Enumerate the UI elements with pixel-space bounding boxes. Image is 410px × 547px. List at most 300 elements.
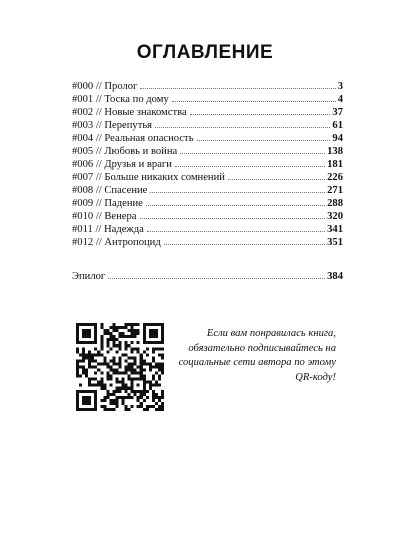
qr-module: [134, 390, 137, 393]
toc-entry-page: 138: [327, 146, 343, 157]
qr-module: [76, 350, 79, 353]
qr-module: [128, 335, 131, 338]
qr-module: [115, 372, 118, 375]
qr-module: [140, 365, 143, 368]
qr-module: [137, 329, 140, 332]
qr-module: [137, 378, 140, 381]
qr-module: [131, 362, 134, 365]
qr-module: [88, 402, 91, 405]
qr-module: [76, 390, 79, 393]
qr-module: [94, 365, 97, 368]
qr-module: [100, 381, 103, 384]
qr-module: [158, 405, 161, 408]
qr-module: [118, 390, 121, 393]
qr-module: [140, 369, 143, 372]
toc-entry-label: #007 // Больше никаких сомнений: [72, 172, 225, 183]
qr-module: [131, 326, 134, 329]
qr-module: [152, 396, 155, 399]
qr-module: [106, 362, 109, 365]
toc-entry[interactable]: [72, 184, 343, 197]
qr-module: [100, 338, 103, 341]
qr-module: [128, 396, 131, 399]
qr-module: [115, 369, 118, 372]
qr-module: [125, 344, 128, 347]
qr-module: [76, 369, 79, 372]
qr-module: [125, 369, 128, 372]
toc-entry-page: 271: [327, 185, 343, 196]
qr-module: [85, 323, 88, 326]
qr-module: [103, 399, 106, 402]
qr-module: [155, 396, 158, 399]
qr-module: [112, 390, 115, 393]
qr-module: [137, 399, 140, 402]
qr-module: [128, 362, 131, 365]
qr-module: [161, 323, 164, 326]
toc-entry[interactable]: [72, 171, 343, 184]
qr-module: [106, 341, 109, 344]
qr-module: [131, 390, 134, 393]
qr-module: [137, 405, 140, 408]
qr-module: [79, 384, 82, 387]
toc-entry-epilogue[interactable]: [72, 270, 343, 283]
dot-leader: [164, 243, 325, 245]
qr-module: [91, 323, 94, 326]
dot-leader: [147, 230, 325, 232]
qr-module: [79, 323, 82, 326]
toc-entry-page: 351: [327, 237, 343, 248]
qr-module: [128, 369, 131, 372]
qr-module: [109, 347, 112, 350]
qr-module: [115, 387, 118, 390]
qr-module: [88, 359, 91, 362]
qr-module: [94, 332, 97, 335]
qr-module: [118, 359, 121, 362]
qr-module: [128, 344, 131, 347]
qr-module: [85, 372, 88, 375]
qr-module: [103, 408, 106, 411]
qr-module: [122, 353, 125, 356]
qr-module: [82, 356, 85, 359]
qr-module: [115, 362, 118, 365]
qr-module: [79, 359, 82, 362]
qr-module: [137, 350, 140, 353]
qr-module: [125, 353, 128, 356]
qr-module: [82, 365, 85, 368]
qr-module: [112, 335, 115, 338]
qr-module: [140, 372, 143, 375]
qr-module: [100, 372, 103, 375]
toc-entry-label: #002 // Новые знакомства: [72, 107, 187, 118]
qr-module: [125, 335, 128, 338]
qr-module: [109, 338, 112, 341]
qr-module: [109, 402, 112, 405]
qr-module: [85, 390, 88, 393]
toc-entry[interactable]: [72, 106, 343, 119]
qr-module: [146, 408, 149, 411]
toc-entry-page: 288: [327, 198, 343, 209]
toc-entry[interactable]: [72, 80, 343, 93]
qr-module: [94, 323, 97, 326]
qr-module: [106, 390, 109, 393]
qr-module: [103, 396, 106, 399]
toc-entry-page: 341: [327, 224, 343, 235]
qr-module: [91, 356, 94, 359]
toc-entry[interactable]: [72, 223, 343, 236]
qr-module: [82, 408, 85, 411]
toc-entry-label: #010 // Венера: [72, 211, 137, 222]
subscribe-note: [146, 327, 336, 385]
qr-module: [122, 399, 125, 402]
toc-title: ОГЛАВЛЕНИЕ: [136, 42, 274, 63]
qr-module: [131, 350, 134, 353]
dot-leader: [108, 277, 325, 279]
qr-module: [112, 341, 115, 344]
qr-module: [122, 332, 125, 335]
qr-module: [103, 356, 106, 359]
qr-module: [76, 335, 79, 338]
qr-module: [88, 335, 91, 338]
qr-module: [128, 387, 131, 390]
qr-module: [134, 347, 137, 350]
qr-module: [109, 332, 112, 335]
qr-module: [140, 402, 143, 405]
qr-module: [115, 402, 118, 405]
qr-module: [122, 396, 125, 399]
qr-module: [91, 353, 94, 356]
qr-module: [112, 359, 115, 362]
qr-module: [106, 329, 109, 332]
qr-module: [94, 329, 97, 332]
toc-entry[interactable]: [72, 132, 343, 145]
qr-module: [128, 378, 131, 381]
qr-module: [94, 326, 97, 329]
dot-leader: [140, 87, 335, 89]
qr-module: [100, 335, 103, 338]
qr-module: [100, 323, 103, 326]
qr-module: [82, 402, 85, 405]
qr-module: [106, 408, 109, 411]
qr-module: [85, 335, 88, 338]
qr-module: [103, 329, 106, 332]
qr-module: [128, 375, 131, 378]
qr-module: [88, 353, 91, 356]
qr-module: [137, 323, 140, 326]
qr-module: [112, 399, 115, 402]
qr-module: [115, 350, 118, 353]
qr-module: [125, 326, 128, 329]
qr-module: [125, 405, 128, 408]
qr-module: [100, 347, 103, 350]
qr-module: [131, 341, 134, 344]
toc-entry[interactable]: [72, 197, 343, 210]
qr-module: [88, 356, 91, 359]
qr-module: [82, 399, 85, 402]
qr-module: [118, 372, 121, 375]
qr-module: [155, 408, 158, 411]
qr-module: [76, 338, 79, 341]
qr-module: [128, 393, 131, 396]
qr-module: [76, 326, 79, 329]
qr-module: [112, 372, 115, 375]
qr-module: [100, 353, 103, 356]
qr-module: [152, 390, 155, 393]
qr-module: [76, 359, 79, 362]
dot-leader: [155, 126, 330, 128]
toc-entry-label: #001 // Тоска по дому: [72, 94, 169, 105]
qr-module: [109, 375, 112, 378]
toc-entry-page: 320: [327, 211, 343, 222]
qr-module: [79, 390, 82, 393]
qr-module: [118, 365, 121, 368]
toc-entry[interactable]: [72, 93, 343, 106]
dot-leader: [228, 178, 325, 180]
qr-module: [128, 356, 131, 359]
qr-module: [94, 347, 97, 350]
qr-module: [109, 365, 112, 368]
qr-module: [118, 356, 121, 359]
toc-spacer: [72, 249, 343, 270]
qr-module: [118, 347, 121, 350]
qr-module: [125, 323, 128, 326]
qr-module: [76, 399, 79, 402]
qr-module: [146, 323, 149, 326]
qr-module: [128, 323, 131, 326]
qr-module: [115, 405, 118, 408]
qr-module: [94, 396, 97, 399]
qr-module: [118, 362, 121, 365]
qr-module: [91, 359, 94, 362]
qr-module: [122, 326, 125, 329]
qr-module: [143, 390, 146, 393]
qr-module: [140, 362, 143, 365]
qr-module: [88, 384, 91, 387]
dot-leader: [140, 217, 326, 219]
qr-module: [79, 408, 82, 411]
qr-module: [103, 405, 106, 408]
qr-module: [100, 362, 103, 365]
qr-module: [131, 384, 134, 387]
qr-module: [131, 332, 134, 335]
qr-module: [106, 365, 109, 368]
note-line: Если вам понравилась книга,: [206, 328, 336, 339]
qr-module: [106, 396, 109, 399]
qr-module: [112, 408, 115, 411]
qr-module: [125, 408, 128, 411]
qr-module: [91, 408, 94, 411]
qr-module: [115, 381, 118, 384]
qr-module: [158, 323, 161, 326]
qr-module: [137, 347, 140, 350]
qr-module: [161, 390, 164, 393]
qr-module: [88, 378, 91, 381]
qr-module: [100, 341, 103, 344]
qr-module: [122, 402, 125, 405]
qr-module: [131, 329, 134, 332]
qr-module: [109, 378, 112, 381]
qr-module: [131, 381, 134, 384]
qr-module: [76, 362, 79, 365]
qr-module: [140, 390, 143, 393]
qr-module: [94, 338, 97, 341]
qr-module: [155, 323, 158, 326]
toc-entry-page: 3: [337, 81, 343, 92]
qr-module: [85, 329, 88, 332]
qr-module: [140, 353, 143, 356]
qr-module: [122, 384, 125, 387]
qr-module: [152, 323, 155, 326]
toc-entry-page: 61: [332, 120, 343, 131]
qr-module: [115, 396, 118, 399]
qr-module: [152, 405, 155, 408]
qr-module: [146, 396, 149, 399]
qr-module: [143, 399, 146, 402]
qr-module: [118, 344, 121, 347]
qr-module: [109, 393, 112, 396]
qr-module: [85, 375, 88, 378]
qr-module: [125, 359, 128, 362]
qr-module: [106, 378, 109, 381]
toc-entry-label: #012 // Антропоцид: [72, 237, 161, 248]
qr-module: [143, 408, 146, 411]
qr-module: [82, 350, 85, 353]
qr-module: [112, 393, 115, 396]
qr-module: [91, 365, 94, 368]
toc-entry-label: #003 // Перепутья: [72, 120, 153, 131]
qr-module: [94, 378, 97, 381]
qr-module: [82, 341, 85, 344]
qr-module: [131, 347, 134, 350]
qr-module: [118, 387, 121, 390]
qr-module: [131, 323, 134, 326]
qr-module: [140, 359, 143, 362]
toc-entry-label: #006 // Друзья и враги: [72, 159, 172, 170]
qr-module: [100, 384, 103, 387]
qr-module: [137, 384, 140, 387]
qr-module: [94, 341, 97, 344]
qr-module: [76, 323, 79, 326]
dot-leader: [175, 165, 325, 167]
qr-module: [76, 347, 79, 350]
qr-module: [97, 381, 100, 384]
qr-module: [131, 405, 134, 408]
qr-module: [100, 399, 103, 402]
qr-module: [149, 387, 152, 390]
qr-module: [85, 402, 88, 405]
qr-module: [85, 408, 88, 411]
qr-module: [161, 396, 164, 399]
qr-module: [134, 323, 137, 326]
qr-module: [94, 335, 97, 338]
dot-leader: [150, 191, 325, 193]
dot-leader: [172, 100, 336, 102]
qr-module: [134, 369, 137, 372]
qr-module: [88, 399, 91, 402]
qr-module: [149, 405, 152, 408]
qr-module: [88, 365, 91, 368]
qr-module: [155, 393, 158, 396]
qr-module: [115, 390, 118, 393]
qr-module: [131, 378, 134, 381]
qr-module: [88, 350, 91, 353]
qr-module: [134, 372, 137, 375]
qr-module: [103, 384, 106, 387]
qr-module: [134, 362, 137, 365]
qr-module: [88, 396, 91, 399]
qr-module: [122, 378, 125, 381]
qr-module: [118, 341, 121, 344]
toc-entry-page: 94: [332, 133, 343, 144]
qr-module: [88, 390, 91, 393]
qr-module: [152, 393, 155, 396]
note-line: QR-коду!: [295, 371, 336, 383]
note-line: социальные сети автора по этому: [178, 357, 336, 368]
qr-module: [88, 381, 91, 384]
qr-module: [97, 362, 100, 365]
qr-module: [103, 387, 106, 390]
qr-module: [140, 375, 143, 378]
qr-module: [94, 399, 97, 402]
qr-module: [94, 372, 97, 375]
qr-module: [118, 335, 121, 338]
qr-module: [88, 341, 91, 344]
toc-entry[interactable]: [72, 158, 343, 171]
qr-module: [82, 323, 85, 326]
toc-entry-label: #000 // Пролог: [72, 81, 138, 92]
qr-module: [112, 369, 115, 372]
qr-module: [109, 399, 112, 402]
toc-entry-page: 4: [337, 94, 343, 105]
qr-module: [76, 396, 79, 399]
toc-entry[interactable]: [72, 145, 343, 158]
qr-module: [109, 359, 112, 362]
qr-module: [137, 396, 140, 399]
qr-module: [155, 402, 158, 405]
qr-module: [109, 384, 112, 387]
qr-module: [82, 372, 85, 375]
qr-module: [115, 399, 118, 402]
qr-module: [76, 375, 79, 378]
qr-module: [134, 329, 137, 332]
qr-module: [161, 393, 164, 396]
qr-module: [94, 405, 97, 408]
qr-module: [82, 369, 85, 372]
qr-module: [76, 402, 79, 405]
qr-module: [85, 356, 88, 359]
qr-module: [85, 396, 88, 399]
qr-module: [128, 329, 131, 332]
qr-module: [97, 369, 100, 372]
qr-module: [134, 335, 137, 338]
qr-module: [85, 332, 88, 335]
qr-module: [112, 326, 115, 329]
toc-entry[interactable]: [72, 236, 343, 249]
toc-entry[interactable]: [72, 119, 343, 132]
qr-module: [143, 323, 146, 326]
toc-entry-label: #009 // Падение: [72, 198, 143, 209]
dot-leader: [190, 113, 331, 115]
qr-module: [131, 369, 134, 372]
qr-module: [112, 329, 115, 332]
qr-module: [82, 335, 85, 338]
qr-module: [112, 344, 115, 347]
qr-module: [137, 365, 140, 368]
qr-module: [91, 378, 94, 381]
toc-entry-label: Эпилог: [72, 271, 106, 282]
toc-entry[interactable]: [72, 210, 343, 223]
qr-module: [76, 393, 79, 396]
qr-module: [140, 396, 143, 399]
qr-module: [131, 372, 134, 375]
